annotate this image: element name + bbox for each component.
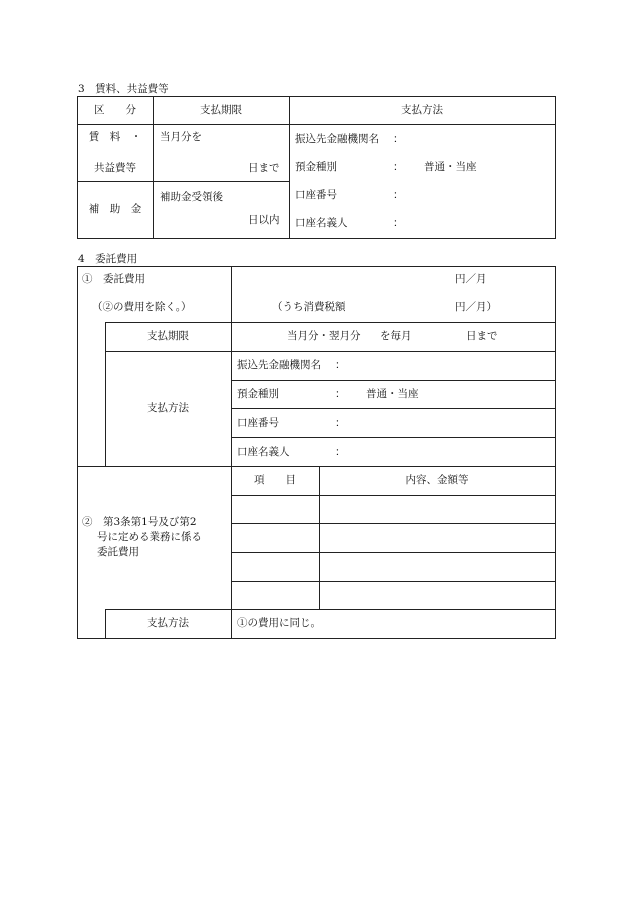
item1-kigen-label: 支払期限 — [147, 330, 189, 342]
row1-kigen-a: 当月分を — [160, 131, 202, 143]
s3-bank-sep: ： — [393, 133, 404, 145]
row2-label: 補 助 金 — [88, 203, 142, 215]
s4-type-sep: ： — [335, 388, 346, 400]
s3-type-sep: ： — [393, 161, 404, 173]
row1-label-b: 共益費等 — [94, 162, 136, 174]
header-kigen: 支払期限 — [200, 104, 242, 116]
section4-heading: 4 委託費用 — [78, 253, 138, 265]
s4-type-label: 預金種別 — [237, 388, 279, 400]
item1-amount-unit: 円／月 — [455, 273, 487, 285]
item1-tax-unit: 円／月） — [455, 301, 497, 313]
item1-subtitle: （②の費用を除く。） — [92, 301, 192, 313]
item1-kigen-b: を毎月 — [380, 330, 412, 342]
row1-kigen-b: 日まで — [248, 162, 280, 174]
item1-title: ① 委託費用 — [82, 273, 145, 285]
section3-heading: 3 賃料、共益費等 — [78, 83, 169, 95]
row1-label-a: 賃 料 ・ — [88, 131, 142, 143]
item2-houhou-value: ①の費用に同じ。 — [237, 617, 321, 629]
s3-account-sep: ： — [393, 189, 404, 201]
item2-col-item: 項 目 — [254, 474, 296, 486]
item2-title-line3: 委託費用 — [97, 546, 139, 558]
s3-type-label: 預金種別 — [295, 161, 337, 173]
header-kubun: 区 分 — [94, 104, 136, 116]
s4-bank-sep: ： — [335, 359, 346, 371]
s3-holder-sep: ： — [393, 217, 404, 229]
s4-holder-sep: ： — [335, 446, 346, 458]
item1-kigen-c: 日まで — [466, 330, 498, 342]
item2-title-line1: ② 第3条第1号及び第2 — [82, 516, 197, 528]
item1-kigen-a: 当月分・翌月分 — [287, 330, 361, 342]
s4-bank-label: 振込先金融機関名 — [237, 359, 321, 371]
s4-holder-label: 口座名義人 — [237, 446, 290, 458]
s3-holder-label: 口座名義人 — [295, 217, 348, 229]
item2-houhou-label: 支払方法 — [147, 617, 189, 629]
s3-type-value: 普通・当座 — [424, 161, 477, 173]
header-houhou: 支払方法 — [401, 104, 443, 116]
item2-col-detail: 内容、金額等 — [405, 474, 469, 486]
s4-account-label: 口座番号 — [237, 417, 279, 429]
row2-kigen-a: 補助金受領後 — [160, 191, 223, 203]
item1-houhou-label: 支払方法 — [147, 402, 189, 414]
item1-tax-label: （うち消費税額 — [272, 301, 346, 313]
s3-bank-label: 振込先金融機関名 — [295, 133, 379, 145]
s4-type-value: 普通・当座 — [366, 388, 419, 400]
s4-account-sep: ： — [335, 417, 346, 429]
row2-kigen-b: 日以内 — [248, 214, 280, 226]
s3-account-label: 口座番号 — [295, 189, 337, 201]
item2-title-line2: 号に定める業務に係る — [97, 531, 202, 543]
